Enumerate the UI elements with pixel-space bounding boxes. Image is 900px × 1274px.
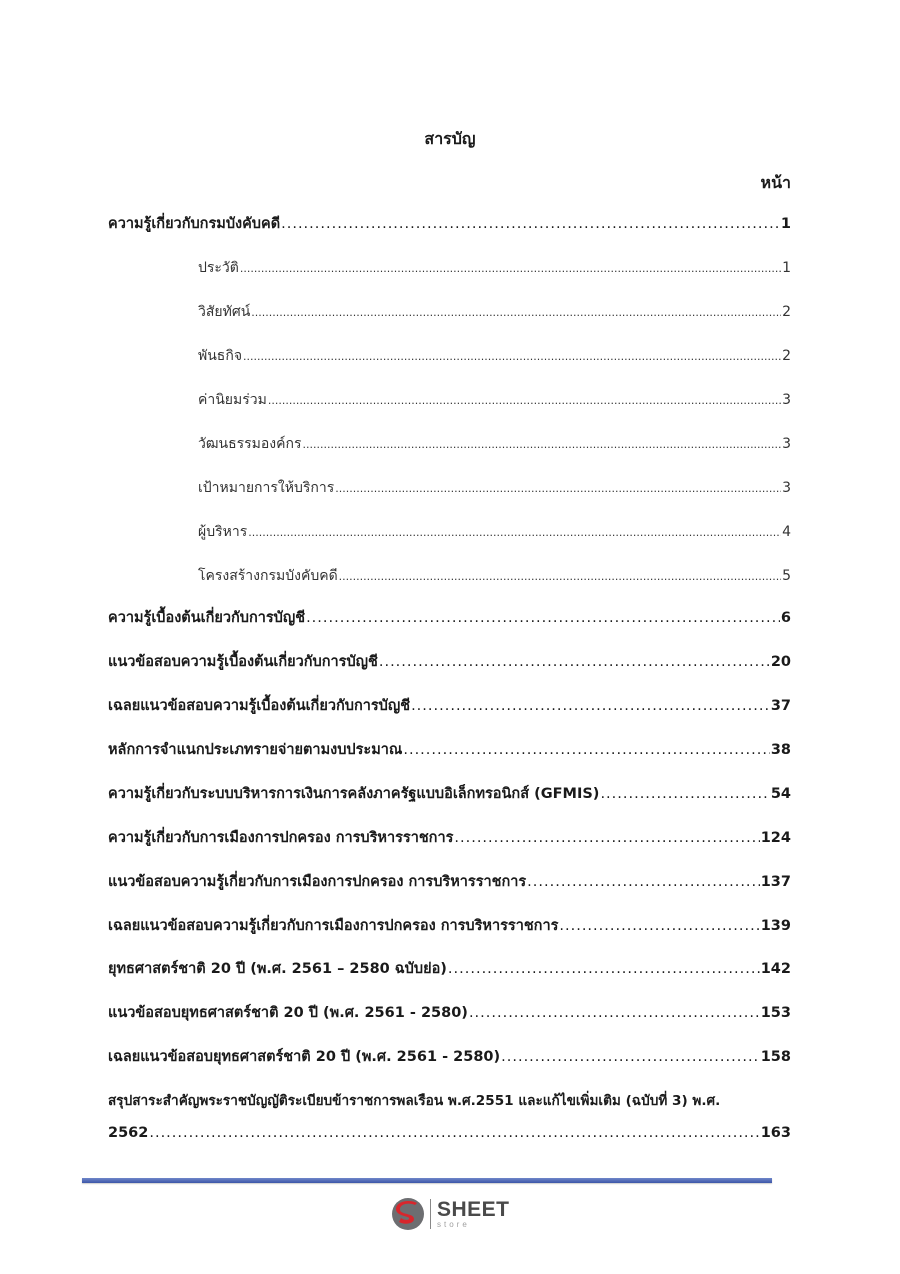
toc-entry-label: ความรู้เกี่ยวกับการเมืองการปกครอง การบริหารราชการ <box>108 830 454 846</box>
toc-entry-label: ยุทธศาสตร์ชาติ 20 ปี (พ.ศ. 2561 – 2580 ฉบับย่อ) <box>108 961 447 977</box>
toc-entry-page: 3 <box>782 392 791 408</box>
toc-entry-label: ผู้บริหาร <box>198 524 248 540</box>
toc-entry-label: พันธกิจ <box>198 348 243 364</box>
toc-entry-page: 54 <box>770 786 791 802</box>
toc-entry-page: 38 <box>770 742 791 758</box>
toc-entry-page: 153 <box>760 1005 791 1021</box>
toc-entry[interactable] <box>198 302 791 322</box>
toc-dot-leader <box>243 346 781 366</box>
toc-entry-label: เฉลยแนวข้อสอบความรู้เกี่ยวกับการเมืองการปกครอง การบริหารราชการ <box>108 918 559 934</box>
toc-entry[interactable] <box>108 916 791 936</box>
toc-entry-label: แนวข้อสอบความรู้เบื้องต้นเกี่ยวกับการบัญชี <box>108 654 378 670</box>
toc-entry[interactable] <box>108 1091 791 1143</box>
toc-entry-label: เป้าหมายการให้บริการ <box>198 480 335 496</box>
toc-dot-leader <box>379 652 770 672</box>
toc-entry-page: 1 <box>782 260 791 276</box>
toc-entry[interactable] <box>108 652 791 672</box>
footer-divider <box>82 1178 772 1183</box>
toc-entry-label: ความรู้เกี่ยวกับระบบบริหารการเงินการคลังภาครัฐแบบอิเล็กทรอนิกส์ (GFMIS) <box>108 786 600 802</box>
toc-entry-page: 2 <box>782 304 791 320</box>
toc-entry-label: เฉลยแนวข้อสอบยุทธศาสตร์ชาติ 20 ปี (พ.ศ. 2561 - 2580) <box>108 1049 501 1065</box>
toc-dot-leader <box>501 1047 760 1067</box>
toc-entry[interactable] <box>108 959 791 979</box>
toc-dot-leader <box>469 1003 760 1023</box>
toc-entry-page: 137 <box>760 874 791 890</box>
toc-entry-page: 3 <box>782 436 791 452</box>
toc-entry-page: 163 <box>760 1125 791 1141</box>
footer-logo <box>390 1194 510 1234</box>
toc-entry[interactable] <box>108 784 791 804</box>
toc-entry-label: ความรู้เกี่ยวกับกรมบังคับคดี <box>108 216 281 232</box>
toc-dot-leader <box>403 740 769 760</box>
toc-entry-label: แนวข้อสอบยุทธศาสตร์ชาติ 20 ปี (พ.ศ. 2561 - 2580) <box>108 1005 468 1021</box>
toc-entry-label: หลักการจำแนกประเภทรายจ่ายตามงบประมาณ <box>108 742 403 758</box>
toc-dot-leader <box>248 522 781 542</box>
toc-entry-label: ประวัติ <box>198 260 239 276</box>
toc-dot-leader <box>559 916 759 936</box>
toc-entry-page: 4 <box>782 524 791 540</box>
toc-dot-leader <box>240 258 781 278</box>
toc-entry-label: แนวข้อสอบความรู้เกี่ยวกับการเมืองการปกครอง การบริหารราชการ <box>108 874 527 890</box>
toc-entry-label-continued: 2562 <box>108 1125 149 1141</box>
toc-dot-leader <box>268 390 781 410</box>
toc-dot-leader <box>281 214 780 234</box>
toc-dot-leader <box>251 302 781 322</box>
toc-entry[interactable] <box>198 566 791 586</box>
toc-entry-label: ค่านิยมร่วม <box>198 392 267 408</box>
toc-entry-page: 124 <box>760 830 791 846</box>
brand-subtitle: store <box>437 1220 470 1229</box>
toc-dot-leader <box>303 434 782 454</box>
toc-entry-page: 139 <box>760 918 791 934</box>
toc-dot-leader <box>306 608 780 628</box>
toc-entry[interactable] <box>108 1003 791 1023</box>
toc-dot-leader <box>339 566 781 586</box>
toc-entry[interactable] <box>108 214 791 234</box>
toc-entry-page: 6 <box>780 610 791 626</box>
toc-dot-leader <box>454 828 759 848</box>
toc-entry-page: 20 <box>770 654 791 670</box>
toc-entry-label: เฉลยแนวข้อสอบความรู้เบื้องต้นเกี่ยวกับการบัญชี <box>108 698 411 714</box>
toc-entry[interactable] <box>198 390 791 410</box>
toc-entry-label: วัฒนธรรมองค์กร <box>198 436 302 452</box>
toc-entry[interactable] <box>108 696 791 716</box>
toc-entry-page: 2 <box>782 348 791 364</box>
toc-entry-label: โครงสร้างกรมบังคับคดี <box>198 568 338 584</box>
toc-entry[interactable] <box>198 478 791 498</box>
toc-entry-label: วิสัยทัศน์ <box>198 304 251 320</box>
toc-entry[interactable] <box>108 608 791 628</box>
toc-dot-leader <box>527 872 760 892</box>
toc-dot-leader <box>411 696 770 716</box>
sheet-store-s-logo-icon <box>390 1196 426 1232</box>
toc-entry-label: ความรู้เบื้องต้นเกี่ยวกับการบัญชี <box>108 610 306 626</box>
page-title: สารบัญ <box>424 129 476 148</box>
toc-entry[interactable] <box>108 740 791 760</box>
toc-dot-leader <box>600 784 769 804</box>
toc-dot-leader <box>448 959 760 979</box>
toc-entry[interactable] <box>198 522 791 542</box>
toc-entry[interactable] <box>198 346 791 366</box>
toc-entry-page: 1 <box>780 216 791 232</box>
toc-dot-leader <box>149 1123 759 1143</box>
brand-name: SHEET <box>437 1198 510 1221</box>
toc-entry-page: 37 <box>770 698 791 714</box>
toc-entry-label: สรุปสาระสำคัญพระราชบัญญัติระเบียบข้าราชการพลเรือน พ.ศ.2551 และแก้ไขเพิ่มเติม (ฉบับที่ 3) พ.ศ. <box>108 1093 721 1109</box>
toc-entry[interactable] <box>108 1047 791 1067</box>
page-column-header: หน้า <box>760 173 791 192</box>
logo-separator <box>430 1199 431 1229</box>
toc-entry[interactable] <box>198 434 791 454</box>
toc-entry[interactable] <box>198 258 791 278</box>
toc-dot-leader <box>335 478 781 498</box>
toc-entry-page: 142 <box>760 961 791 977</box>
toc-entry-page: 3 <box>782 480 791 496</box>
toc-entry-page: 158 <box>760 1049 791 1065</box>
toc-entry-page: 5 <box>782 568 791 584</box>
toc-entry[interactable] <box>108 828 791 848</box>
toc-entry[interactable] <box>108 872 791 892</box>
